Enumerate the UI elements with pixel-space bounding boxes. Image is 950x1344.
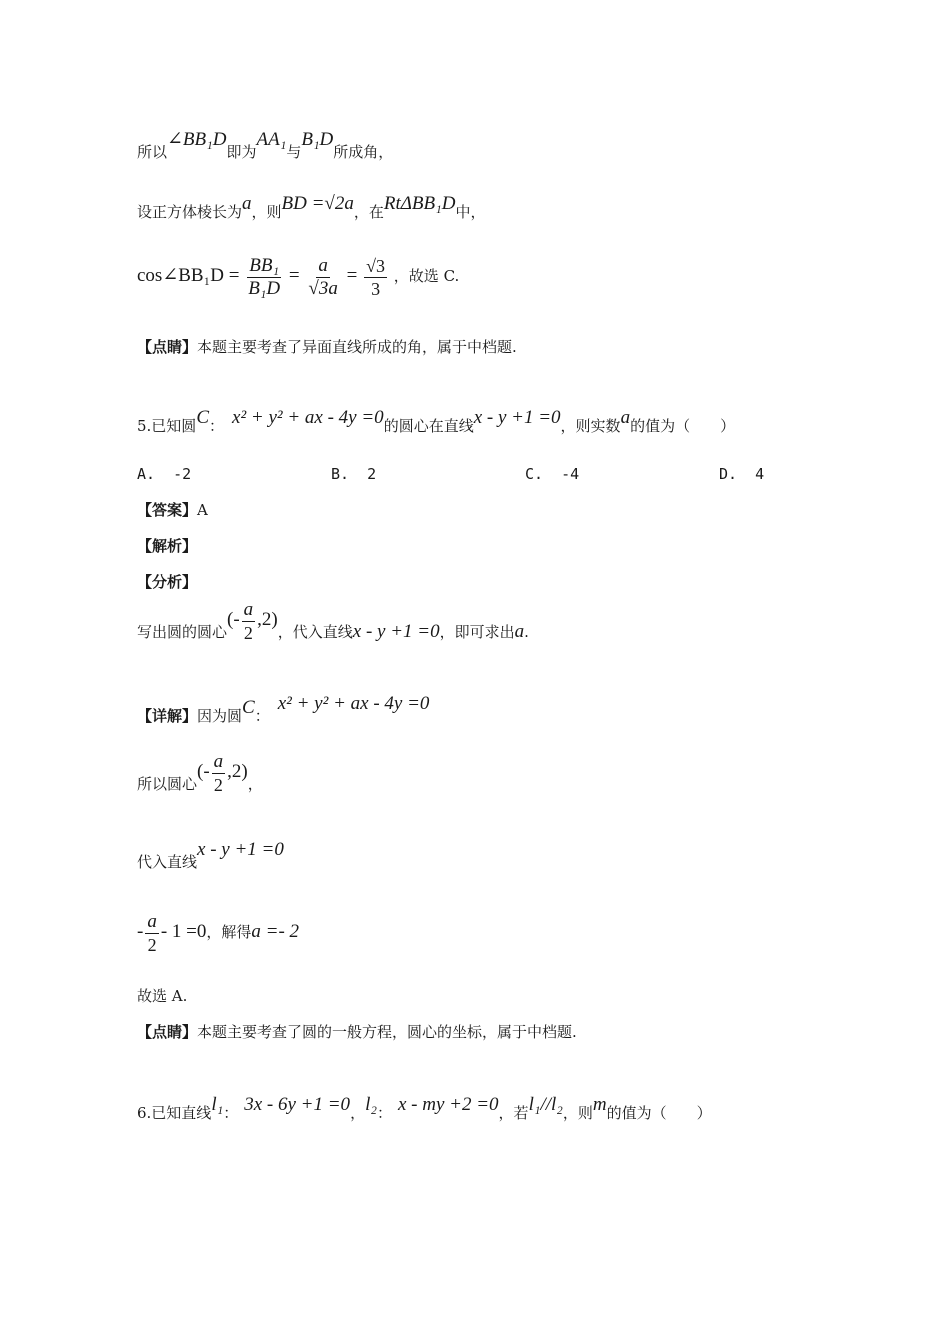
fraction xyxy=(212,751,226,796)
option-value: 2 xyxy=(367,465,377,483)
math-equation: 3x - 6y +1 =0 xyxy=(244,1094,351,1115)
option-value: -2 xyxy=(173,465,192,483)
comment-tag: 【点睛】 xyxy=(137,338,198,356)
text: 写出圆的圆心 xyxy=(137,623,228,641)
solve-line xyxy=(137,908,299,956)
text: ： xyxy=(209,417,225,435)
fraction xyxy=(246,255,282,300)
math-var: l₁ xyxy=(211,1094,224,1115)
comment-text: 本题主要考查了圆的一般方程，圆心的坐标，属于中档题. xyxy=(197,1023,577,1041)
fraction xyxy=(145,911,159,956)
answer-value: A xyxy=(197,501,208,519)
text: 的圆心在直线 xyxy=(383,417,474,435)
text: 代入直线 xyxy=(137,853,198,871)
cos-equation xyxy=(137,252,459,300)
math-segment: AA₁ xyxy=(256,129,287,150)
text: 的值为（ ） xyxy=(630,417,736,435)
question-number: 5.已知圆 xyxy=(137,417,197,435)
text: ，若 xyxy=(498,1104,529,1122)
text: . xyxy=(524,623,529,641)
text: 故选 A. xyxy=(137,987,188,1005)
edge-statement xyxy=(137,193,486,222)
comment-text: 本题主要考查了异面直线所成的角，属于中档题. xyxy=(197,338,517,356)
numerator: a xyxy=(213,750,224,772)
text: ，在 xyxy=(353,203,384,221)
comment-block xyxy=(137,337,517,357)
denominator: B₁D xyxy=(248,277,281,299)
math-var: C xyxy=(196,407,209,428)
text: 即为 xyxy=(226,143,257,161)
math-var: a xyxy=(620,407,631,428)
math-triangle: RtΔBB₁D xyxy=(383,193,456,214)
option-c[interactable] xyxy=(525,465,579,483)
denominator: 2 xyxy=(213,774,223,795)
fenxi-label: 【分析】 xyxy=(137,573,198,591)
angle-statement xyxy=(137,129,394,162)
text: ： xyxy=(376,1104,392,1122)
text: 与 xyxy=(286,143,302,161)
math-segment: B₁D xyxy=(301,129,334,150)
option-d[interactable] xyxy=(719,465,764,483)
math-equation: x - y +1 =0 xyxy=(473,407,561,428)
numerator: BB₁ xyxy=(249,254,280,276)
math-var: m xyxy=(592,1094,607,1115)
fraction xyxy=(364,255,387,300)
math-expr: - 1 =0 xyxy=(160,921,207,942)
math-var: l₂ xyxy=(365,1094,377,1115)
math-equation: x² + y² + ax - 4y =0 xyxy=(277,693,430,714)
option-a[interactable] xyxy=(137,465,191,483)
numerator: a xyxy=(318,254,328,276)
analysis-tag xyxy=(137,536,197,556)
text: 因为圆 xyxy=(197,707,243,725)
option-value: 4 xyxy=(755,465,765,483)
math-paren: ,2) xyxy=(257,609,278,630)
math-sign: - xyxy=(137,921,144,942)
text: 所成角， xyxy=(333,143,394,161)
detail-tag: 【详解】 xyxy=(137,707,198,725)
text: 设正方体棱长为 xyxy=(137,203,243,221)
text: ，则 xyxy=(251,203,282,221)
text: ： xyxy=(254,707,270,725)
fraction xyxy=(242,599,256,644)
denominator: 3 xyxy=(371,278,381,299)
detail-line xyxy=(137,693,430,726)
math-equation: x - my +2 =0 xyxy=(397,1094,499,1115)
text: ， xyxy=(350,1104,366,1122)
comment-block-2 xyxy=(137,1022,577,1042)
denominator: 2 xyxy=(147,934,157,955)
text: ，代入直线 xyxy=(277,623,353,641)
option-b[interactable] xyxy=(331,465,376,483)
answer-tag: 【答案】 xyxy=(137,501,198,519)
fenxi-text xyxy=(137,598,529,656)
text: 所以圆心 xyxy=(137,775,198,793)
numerator: a xyxy=(147,910,157,932)
math-equation: x - y +1 =0 xyxy=(197,839,284,860)
answer-line xyxy=(137,500,208,520)
math-result: a =- 2 xyxy=(251,921,300,942)
substitution-line xyxy=(137,839,284,872)
math-equation: x - y +1 =0 xyxy=(352,621,440,642)
option-label: B. xyxy=(331,465,350,483)
text: ，即可求出 xyxy=(439,623,515,641)
math-paren: (- xyxy=(197,761,210,782)
question-number: 6.已知直线 xyxy=(137,1104,212,1122)
equals: = xyxy=(288,265,300,286)
math-parallel: l₁//l₂ xyxy=(528,1094,563,1115)
question-5-stem xyxy=(137,407,736,436)
math-paren: ,2) xyxy=(227,761,248,782)
math-angle: ∠BB₁D xyxy=(167,129,227,150)
text: 的值为（ ） xyxy=(606,1104,712,1122)
numerator: √3 xyxy=(366,255,386,276)
text: ，则 xyxy=(562,1104,593,1122)
option-label: A. xyxy=(137,465,156,483)
text: 中， xyxy=(455,203,486,221)
comment-tag: 【点睛】 xyxy=(137,1023,198,1041)
math-var: a xyxy=(514,621,525,642)
option-label: C. xyxy=(525,465,544,483)
math-paren: (- xyxy=(227,609,240,630)
fenxi-tag xyxy=(137,572,197,592)
text: ，故选 C. xyxy=(393,267,460,285)
denominator: 2 xyxy=(243,622,253,643)
question-6-stem xyxy=(137,1094,712,1123)
center-line xyxy=(137,750,263,808)
text: ， xyxy=(247,775,263,793)
math-var: C xyxy=(242,697,255,718)
math-expr: cos∠BB₁D = xyxy=(137,265,240,286)
fraction xyxy=(306,255,339,300)
text: ，则实数 xyxy=(560,417,621,435)
text: ，解得 xyxy=(206,923,252,941)
text: 所以 xyxy=(137,143,168,161)
option-label: D. xyxy=(719,465,738,483)
math-equation: x² + y² + ax - 4y =0 xyxy=(232,407,384,428)
math-var: a xyxy=(242,193,252,214)
equals: = xyxy=(346,265,358,286)
math-expr: BD =√2a xyxy=(281,193,354,214)
numerator: a xyxy=(243,598,254,620)
denominator: √3a xyxy=(308,277,338,299)
text: ： xyxy=(223,1104,239,1122)
choose-line xyxy=(137,986,187,1006)
analysis-label: 【解析】 xyxy=(137,537,198,555)
option-value: -4 xyxy=(561,465,580,483)
